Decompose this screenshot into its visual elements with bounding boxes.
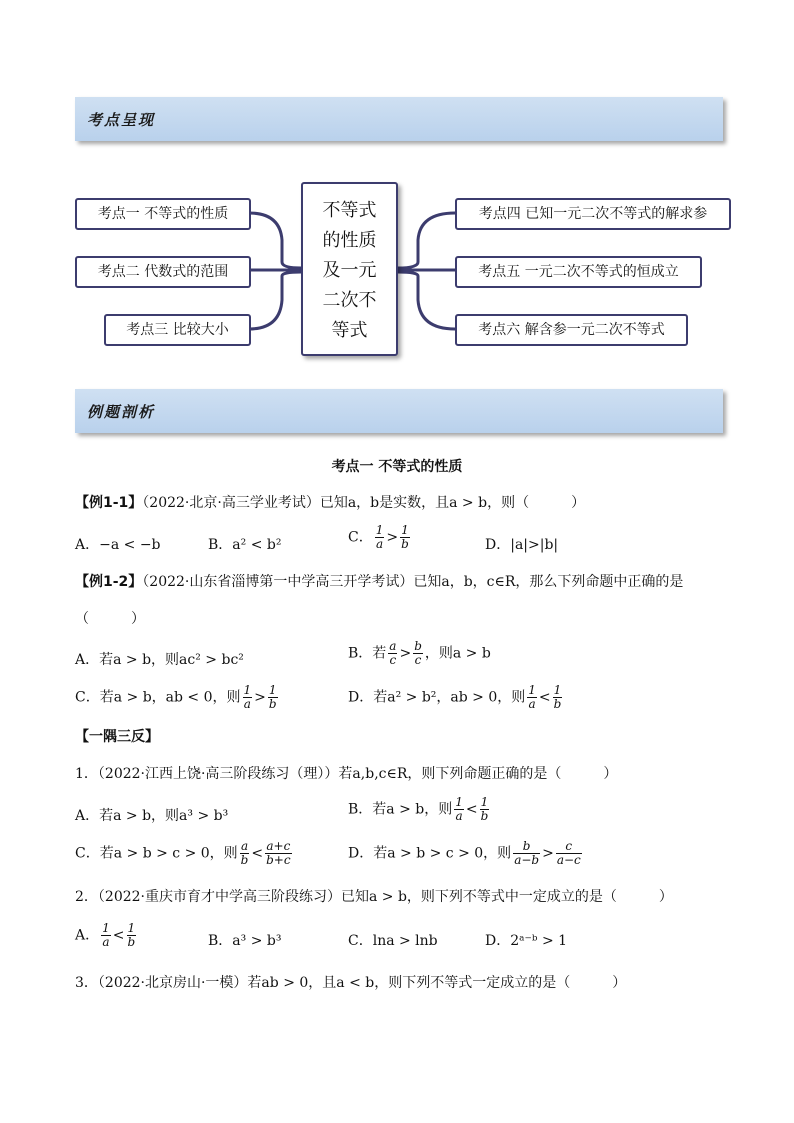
option-a: A．若a > b，则ac² > bc² [75, 652, 244, 668]
numerator: b [414, 639, 422, 653]
fraction [400, 524, 410, 551]
practice-header: 【一隅三反】 [75, 729, 159, 745]
center-line: 等式 [331, 320, 368, 341]
fraction [513, 840, 540, 867]
numerator: a [389, 639, 397, 653]
option-prefix: B．若 [348, 645, 387, 662]
denominator: b [240, 853, 249, 867]
numerator: 1 [553, 683, 562, 697]
numerator: a [240, 839, 249, 853]
denominator: c [414, 653, 422, 667]
question-2-stem: 2．（2022·重庆市育才中学高三阶段练习）已知a > b，则下列不等式中一定成立的是（ ） [75, 889, 673, 905]
operator: > [386, 529, 399, 546]
numerator: 1 [102, 921, 110, 935]
numerator: 1 [375, 523, 384, 537]
mindmap-center-node [301, 182, 398, 356]
option-a [75, 922, 138, 949]
fraction [556, 840, 582, 867]
option-d: D．|a|>|b| [485, 537, 559, 553]
question-3-stem: 3．（2022·北京房山·一模）若ab > 0，且a < b，则下列不等式一定成立的是（ ） [75, 975, 627, 991]
denominator: a−b [514, 853, 540, 867]
mindmap-node-left-1: 考点一 不等式的性质 [75, 198, 251, 230]
center-line: 二次不 [322, 290, 377, 311]
denominator: b [480, 809, 489, 823]
option-b [348, 796, 491, 823]
option-prefix: D．若a² > b²，ab > 0，则 [348, 689, 526, 706]
denominator: a [243, 697, 251, 711]
denominator: a−c [556, 853, 581, 867]
option-prefix: C．若a > b > c > 0，则 [75, 845, 238, 862]
option-c: C．lna > lnb [348, 933, 438, 949]
fraction [553, 684, 563, 711]
option-d [348, 684, 564, 711]
numerator: 1 [243, 683, 252, 697]
example-1-1-stem [75, 492, 585, 512]
mindmap-node-left-3: 考点三 比较大小 [104, 314, 251, 346]
option-b [348, 640, 491, 667]
center-line: 不等式 [322, 200, 377, 221]
fraction [388, 640, 397, 667]
numerator: 1 [455, 795, 463, 809]
section-banner [75, 389, 723, 433]
operator: > [399, 645, 412, 662]
option-c [348, 524, 412, 551]
option-c [75, 840, 294, 867]
option-prefix: B．若a > b，则 [348, 801, 453, 818]
section-banner [75, 97, 723, 141]
question-1-stem: 1．（2022·江西上饶·高三阶段练习（理））若a,b,c∈R，则下列命题正确的是（ ） [75, 766, 618, 782]
option-b: B．a³ > b³ [208, 933, 282, 949]
option-a: A．−a < −b [75, 537, 161, 553]
option-a: A．若a > b，则a³ > b³ [75, 808, 229, 824]
fraction [240, 840, 250, 867]
option-c [75, 684, 280, 711]
fraction [127, 922, 137, 949]
operator: < [465, 801, 478, 818]
example-1-2-stem [75, 571, 683, 591]
denominator: a [102, 935, 110, 949]
operator: < [251, 845, 264, 862]
mindmap-node-left-2: 考点二 代数式的范围 [75, 256, 251, 288]
question-text: （2022·北京·高三学业考试）已知a，b是实数，且a > b，则（ ） [142, 495, 586, 511]
banner-title: 考点呈现 [87, 111, 156, 129]
numerator: c [556, 840, 582, 854]
numerator: 1 [528, 683, 536, 697]
denominator: c [389, 653, 397, 667]
banner-title: 例题剖析 [87, 403, 156, 421]
numerator: a+c [266, 839, 291, 853]
denominator: b+c [266, 853, 291, 867]
operator: > [542, 845, 554, 862]
denominator: b [553, 697, 562, 711]
center-line: 及一元 [322, 260, 377, 281]
mindmap-node-right-3: 考点六 解含参一元二次不等式 [455, 314, 688, 346]
fraction [375, 524, 385, 551]
section-title: 考点一 不等式的性质 [331, 459, 463, 475]
option-prefix: C． [348, 529, 373, 546]
fraction [454, 796, 464, 823]
option-b: B．a² < b² [208, 537, 282, 553]
answer-parentheses: （ ） [75, 611, 145, 627]
numerator: 1 [268, 683, 277, 697]
option-prefix: C．若a > b，ab < 0，则 [75, 689, 241, 706]
fraction [480, 796, 490, 823]
operator: > [254, 689, 266, 706]
fraction [265, 840, 291, 867]
fraction [101, 922, 111, 949]
option-prefix: A． [75, 927, 100, 944]
numerator: 1 [127, 921, 136, 935]
fraction [413, 640, 423, 667]
fraction [527, 684, 537, 711]
mindmap-node-right-2: 考点五 一元二次不等式的恒成立 [455, 256, 702, 288]
numerator: b [513, 840, 540, 854]
center-line: 的性质 [322, 230, 377, 251]
operator: < [112, 927, 125, 944]
denominator: b [127, 935, 136, 949]
denominator: b [401, 537, 409, 551]
example-label: 【例1-2】 [75, 574, 143, 590]
option-suffix: ，则a > b [424, 645, 491, 662]
question-text: （2022·山东省淄博第一中学高三开学考试）已知a，b，c∈R，那么下列命题中正确的是 [142, 574, 684, 590]
option-d [348, 840, 584, 867]
option-prefix: D．若a > b > c > 0，则 [348, 845, 512, 862]
denominator: b [268, 697, 277, 711]
fraction [243, 684, 253, 711]
numerator: 1 [401, 523, 409, 537]
example-label: 【例1-1】 [75, 495, 143, 511]
fraction [268, 684, 278, 711]
mindmap-node-right-1: 考点四 已知一元二次不等式的解求参 [455, 198, 731, 230]
operator: < [538, 689, 551, 706]
numerator: 1 [480, 795, 489, 809]
option-d: D．2ᵃ⁻ᵇ > 1 [485, 933, 568, 949]
denominator: a [455, 809, 463, 823]
denominator: a [528, 697, 536, 711]
denominator: a [375, 537, 384, 551]
